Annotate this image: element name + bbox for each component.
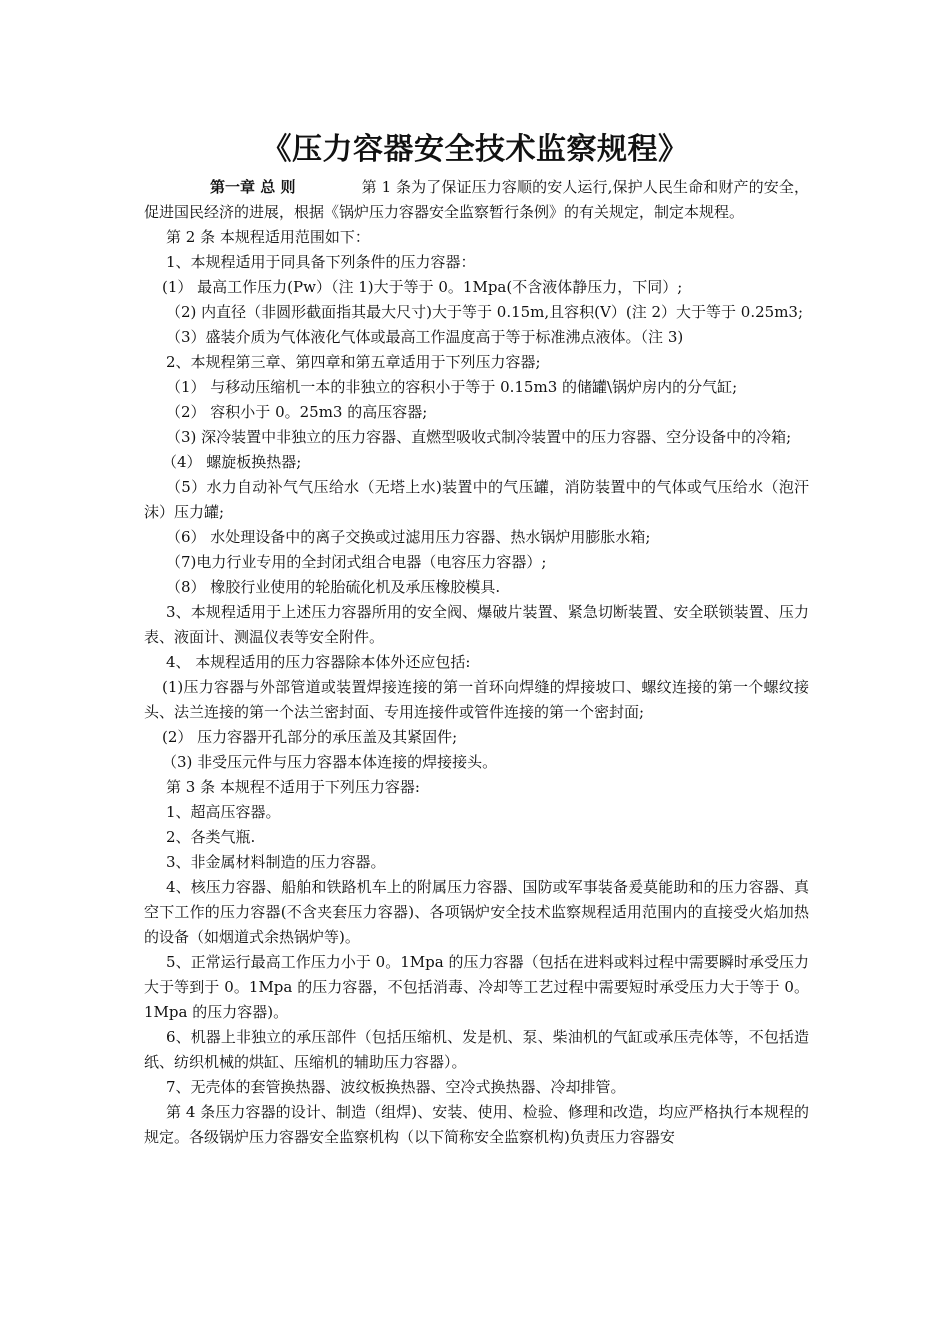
paragraph: 第 4 条压力容器的设计、制造（组焊)、安装、使用、检验、修理和改造，均应严格执行本规程的规定。各级锅炉压力容器安全监察机构（以下简称安全监察机构)负责压力容器安: [144, 1103, 809, 1146]
paragraph: （1） 与移动压缩机一本的非独立的容积小于等于 0.15m3 的储罐\锅炉房内的分气缸;: [166, 378, 738, 396]
paragraph: （6） 水处理设备中的离子交换或过滤用压力容器、热水锅炉用膨胀水箱;: [166, 528, 651, 546]
paragraph: （2) 内直径（非圆形截面指其最大尺寸)大于等于 0.15m,且容积(V）(注 2）大于等于 0.25m3;: [166, 303, 804, 321]
paragraph: （2） 容积小于 0。25m3 的高压容器;: [166, 403, 428, 421]
paragraph: （7)电力行业专用的全封闭式组合电器（电容压力容器）;: [166, 553, 547, 571]
paragraph: （5）水力自动补气气压给水（无塔上水)装置中的气压罐，消防装置中的气体或气压给水（泡汗沫）压力罐;: [144, 478, 809, 521]
paragraph: （3) 深冷装置中非独立的压力容器、直燃型吸收式制冷装置中的压力容器、空分设备中的冷箱;: [166, 428, 792, 446]
paragraph: （3）盛装介质为气体液化气体或最高工作温度高于等于标准沸点液体。（注 3): [166, 328, 684, 346]
paragraph: 第 3 条 本规程不适用于下列压力容器:: [166, 778, 420, 796]
paragraph: （4） 螺旋板换热器;: [162, 453, 302, 471]
paragraph: 4、 本规程适用的压力容器除本体外还应包括:: [166, 653, 471, 671]
paragraph: 第 2 条 本规程适用范围如下：: [166, 228, 370, 246]
paragraph: 7、无壳体的套管换热器、波纹板换热器、空冷式换热器、冷却排管。: [166, 1078, 626, 1096]
paragraph: 2、各类气瓶.: [166, 828, 256, 846]
paragraph-text: 第 1 条为了保证压力容顺的安人运行,保护人民生命和财产的安全，促进国民经济的进展，根据《锅炉压力容器安全监察暂行条例》的有关规定，制定本规程。: [144, 178, 809, 221]
paragraph-art1: [144, 175, 809, 225]
paragraph: （3) 非受压元件与压力容器本体连接的焊接接头。: [162, 753, 498, 771]
paragraph: （8） 橡胶行业使用的轮胎硫化机及承压橡胶模具.: [166, 578, 501, 596]
paragraph: 1、超高压容器。: [166, 803, 281, 821]
paragraph: 3、本规程适用于上述压力容器所用的安全阀、爆破片装置、紧急切断装置、安全联锁装置、压力表、液面计、测温仪表等安全附件。: [144, 603, 809, 646]
paragraph: 3、非金属材料制造的压力容器。: [166, 853, 386, 871]
paragraph: (2） 压力容器开孔部分的承压盖及其紧固件;: [162, 728, 458, 746]
document-title: 《压力容器安全技术监察规程》: [261, 132, 689, 167]
paragraph: (1)压力容器与外部管道或装置焊接连接的第一首环向焊缝的焊接坡口、螺纹连接的第一个螺纹接头、法兰连接的第一个法兰密封面、专用连接件或管件连接的第一个密封面;: [144, 678, 809, 721]
paragraph: 6、机器上非独立的承压部件（包括压缩机、发是机、泵、柴油机的气缸或承压壳体等，不包括造纸、纺织机械的烘缸、压缩机的辅助压力容器）。: [144, 1028, 809, 1071]
paragraph: (1） 最高工作压力(Pw）（注 1)大于等于 0。1Mpa(不含液体静压力，下同）;: [162, 278, 683, 296]
paragraph: 5、正常运行最高工作压力小于 0。1Mpa 的压力容器（包括在进料或料过程中需要瞬时承受压力大于等到于 0。1Mpa 的压力容器，不包括消毒、冷却等工艺过程中需要短时承受压力大于等于 0。1Mpa 的压力容器)。: [144, 953, 809, 1021]
document-body: [144, 175, 809, 1150]
chapter-heading: 第一章 总 则: [210, 178, 296, 196]
paragraph: 2、本规程第三章、第四章和第五章适用于下列压力容器;: [166, 353, 541, 371]
paragraph: 1、本规程适用于同具备下列条件的压力容器：: [166, 253, 476, 271]
paragraph: 4、核压力容器、船舶和铁路机车上的附属压力容器、国防或军事装备爰莫能助和的压力容器、真空下工作的压力容器(不含夹套压力容器)、各项锅炉安全技术监察规程适用范围内的直接受火焰加热的设备（如烟道式余热锅炉等)。: [144, 878, 809, 946]
